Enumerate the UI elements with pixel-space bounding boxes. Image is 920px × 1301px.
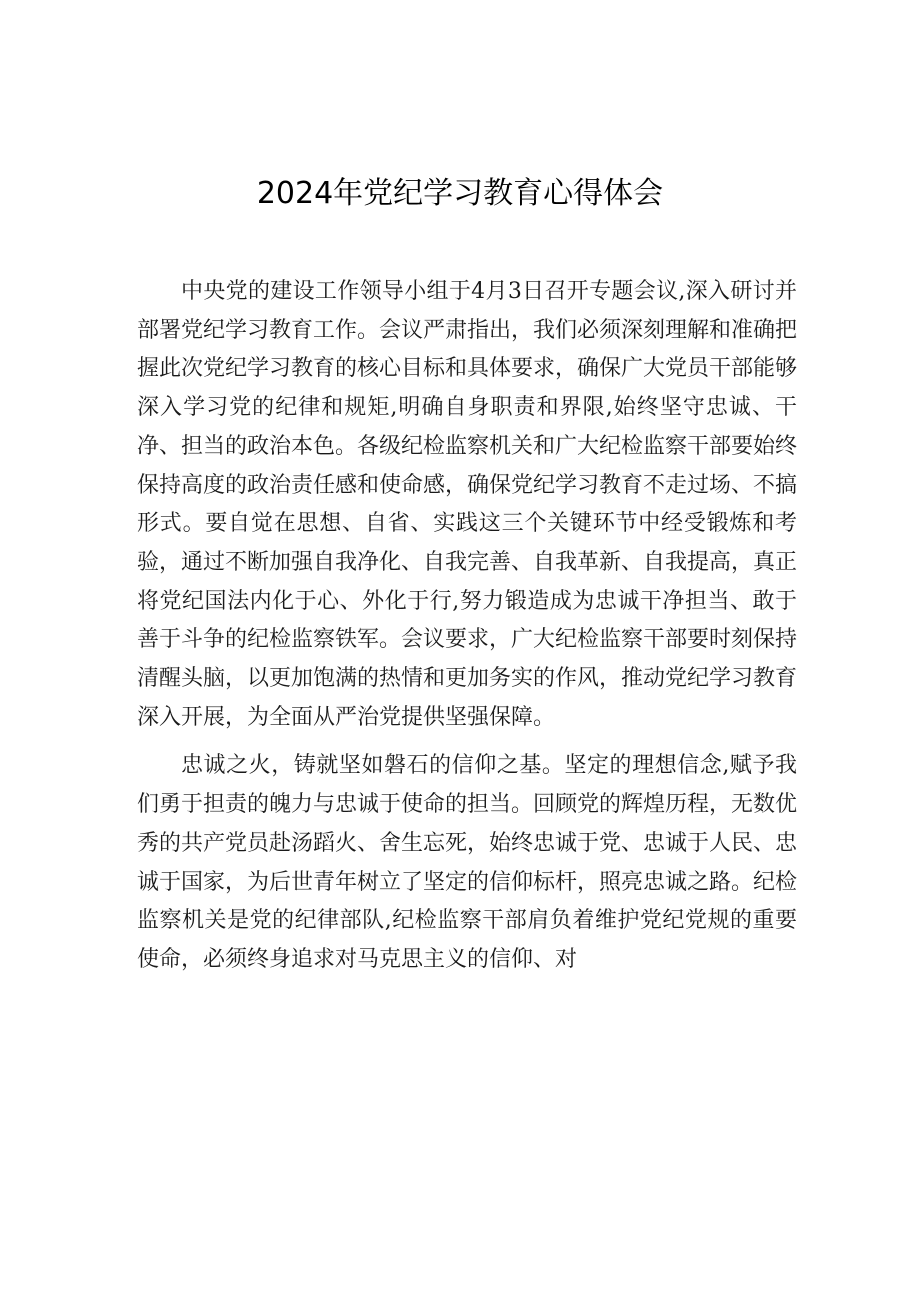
document-body	[137, 273, 797, 990]
paragraph-2: 忠诚之火，铸就坚如磐石的信仰之基。坚定的理想信念,赋予我们勇于担责的魄力与忠诚于使命的担当。回顾党的辉煌历程，无数优秀的共产党员赴汤蹈火、舍生忘死，始终忠诚于党、忠诚于人民、忠诚于国家，为后世青年树立了坚定的信仰标杆，照亮忠诚之路。纪检监察机关是党的纪律部队,纪检监察干部肩负着维护党纪党规的重要使命，必须终身追求对马克思主义的信仰、对	[137, 753, 798, 972]
document-title: 2024年党纪学习教育心得体会	[256, 176, 664, 211]
paragraph-1: 中央党的建设工作领导小组于4月3日召开专题会议,深入研讨并部署党纪学习教育工作。会议严肃指出，我们必须深刻理解和准确把握此次党纪学习教育的核心目标和具体要求，确保广大党员干部能够深入学习党的纪律和规矩,明确自身职责和界限,始终坚守忠诚、干净、担当的政治本色。各级纪检监察机关和广大纪检监察干部要始终保持高度的政治责任感和使命感，确保党纪学习教育不走过场、不搞形式。要自觉在思想、自省、实践这三个关键环节中经受锻炼和考验，通过不断加强自我净化、自我完善、自我革新、自我提高，真正将党纪国法内化于心、外化于行,努力锻造成为忠诚干净担当、敢于善于斗争的纪检监察铁军。会议要求，广大纪检监察干部要时刻保持清醒头脑，以更加饱满的热情和更加务实的作风，推动党纪学习教育深入开展，为全面从严治党提供坚强保障。	[137, 279, 798, 730]
